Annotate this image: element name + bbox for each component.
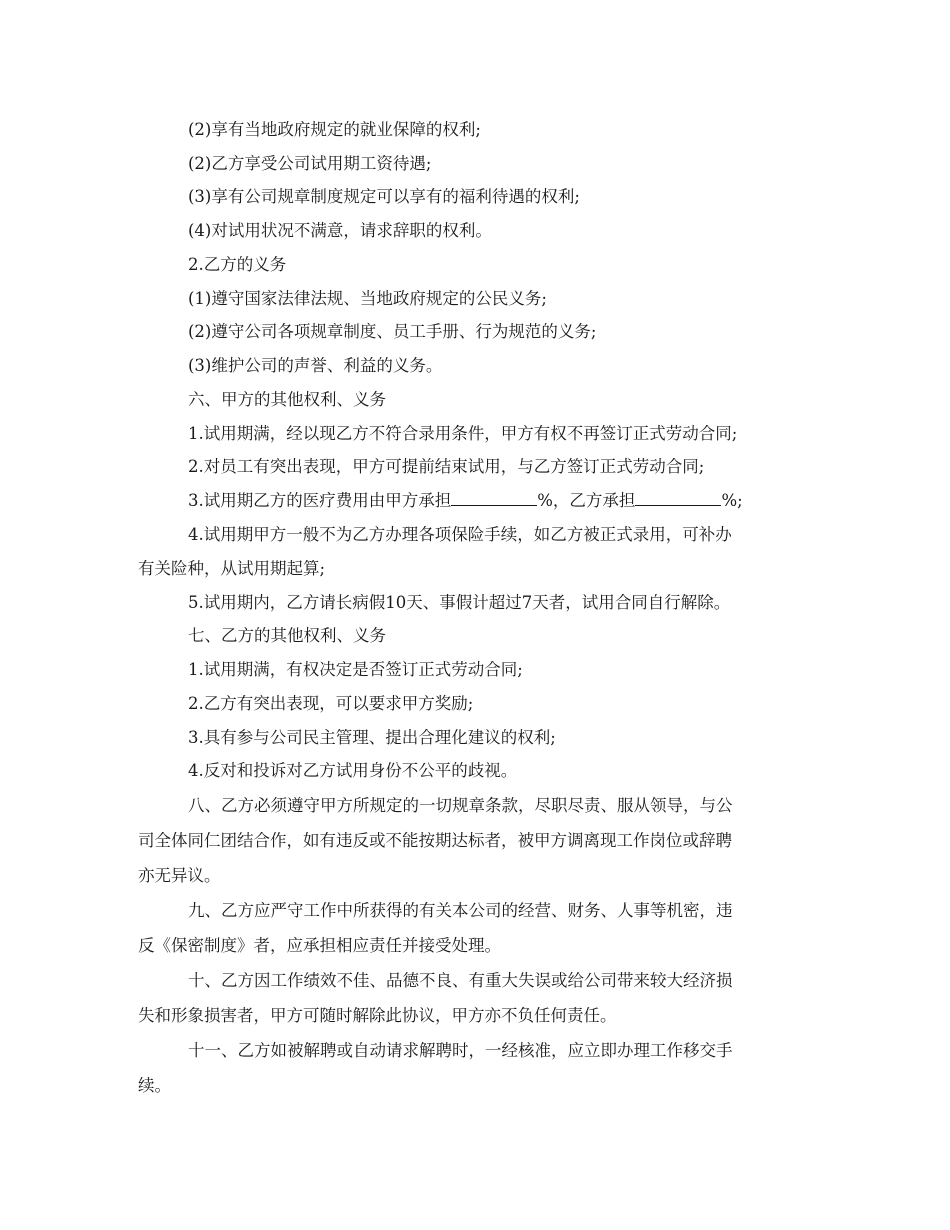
text-line: (2)遵守公司各项规章制度、员工手册、行为规范的义务; bbox=[188, 322, 597, 341]
medical-mid: %，乙方承担 bbox=[537, 491, 636, 510]
clause-11-line: 续。 bbox=[138, 1076, 171, 1095]
text-line: (1)遵守国家法律法规、当地政府规定的公民义务; bbox=[188, 289, 547, 308]
clause-9-line: 反《保密制度》者，应承担相应责任并接受处理。 bbox=[138, 936, 501, 955]
medical-cost-line bbox=[188, 490, 743, 512]
clause-8-line: 八、乙方必须遵守甲方所规定的一切规章条款，尽职尽责、服从领导，与公 bbox=[188, 796, 733, 815]
medical-prefix: 3.试用期乙方的医疗费用由甲方承担 bbox=[188, 491, 452, 510]
employee-share-blank bbox=[635, 491, 721, 506]
clause-8-line: 亦无异议。 bbox=[138, 866, 221, 885]
clause-10-line: 十、乙方因工作绩效不佳、品德不良、有重大失误或给公司带来较大经济损 bbox=[188, 971, 733, 990]
text-line: (2)享有当地政府规定的就业保障的权利; bbox=[188, 120, 481, 139]
text-line: 有关险种，从试用期起算; bbox=[138, 559, 326, 578]
clause-11-line: 十一、乙方如被解聘或自动请求解聘时，一经核准，应立即办理工作移交手 bbox=[188, 1041, 733, 1060]
clause-10-line: 失和形象损害者，甲方可随时解除此协议，甲方亦不负任何责任。 bbox=[138, 1006, 617, 1025]
text-line: 4.反对和投诉对乙方试用身份不公平的歧视。 bbox=[188, 761, 518, 780]
section-heading: 2.乙方的义务 bbox=[188, 255, 287, 274]
medical-suffix: %; bbox=[721, 491, 743, 510]
text-line: 5.试用期内，乙方请长病假10天、事假计超过7天者，试用合同自行解除。 bbox=[188, 593, 731, 612]
text-line: 1.试用期满，有权决定是否签订正式劳动合同; bbox=[188, 660, 523, 679]
text-line: (2)乙方享受公司试用期工资待遇; bbox=[188, 154, 432, 173]
text-line: (4)对试用状况不满意，请求辞职的权利。 bbox=[188, 221, 492, 240]
text-line: 1.试用期满，经以现乙方不符合录用条件，甲方有权不再签订正式劳动合同; bbox=[188, 424, 738, 443]
text-line: (3)享有公司规章制度规定可以享有的福利待遇的权利; bbox=[188, 187, 580, 206]
clause-9-line: 九、乙方应严守工作中所获得的有关本公司的经营、财务、人事等机密，违 bbox=[188, 901, 733, 920]
text-line: 4.试用期甲方一般不为乙方办理各项保险手续，如乙方被正式录用，可补办 bbox=[188, 525, 732, 544]
section-heading: 七、乙方的其他权利、义务 bbox=[188, 626, 386, 645]
text-line: 2.对员工有突出表现，甲方可提前结束试用，与乙方签订正式劳动合同; bbox=[188, 457, 705, 476]
clause-8-line: 司全体同仁团结合作，如有违反或不能按期达标者，被甲方调离现工作岗位或辞聘 bbox=[138, 831, 732, 850]
text-line: 2.乙方有突出表现，可以要求甲方奖励; bbox=[188, 694, 474, 713]
section-heading: 六、甲方的其他权利、义务 bbox=[188, 390, 386, 409]
employer-share-blank bbox=[451, 491, 537, 506]
text-line: 3.具有参与公司民主管理、提出合理化建议的权利; bbox=[188, 728, 556, 747]
text-line: (3)维护公司的声誉、利益的义务。 bbox=[188, 356, 443, 375]
